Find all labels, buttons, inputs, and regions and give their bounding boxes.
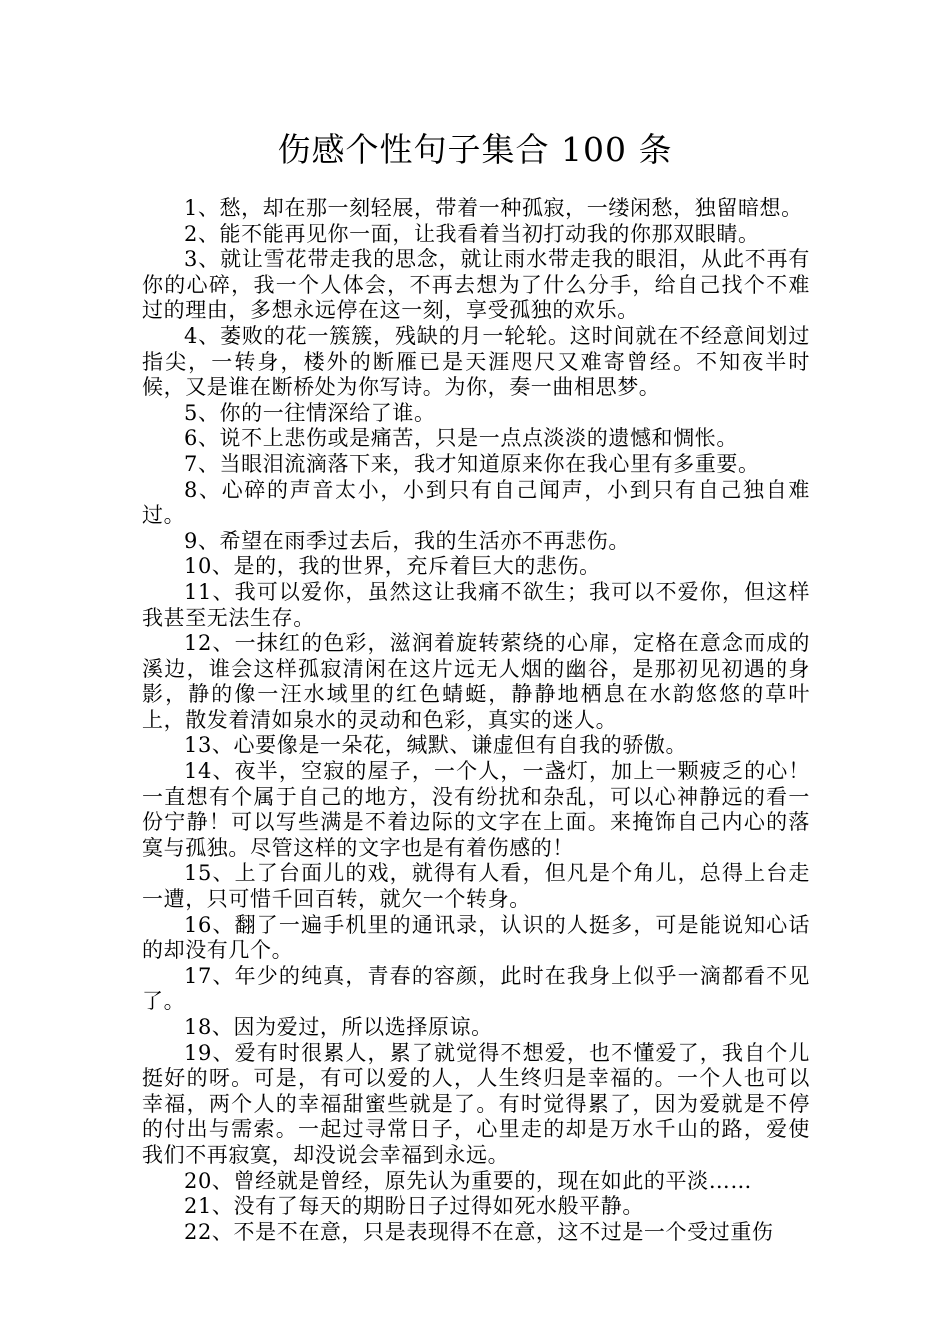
- paragraph: 19、爱有时很累人，累了就觉得不想爱，也不懂爱了，我自个儿挺好的呀。可是，有可以爱的人，人生终归是幸福的。一个人也可以幸福，两个人的幸福甜蜜些就是了。有时觉得累了，因为爱就是不停的付出与需索。一起过寻常日子，心里走的却是万水千山的路，爱使我们不再寂寞，却没说会幸福到永远。: [142, 1040, 810, 1167]
- paragraph: 16、翻了一遍手机里的通讯录，认识的人挺多，可是能说知心话的却没有几个。: [142, 912, 810, 963]
- paragraph: 8、心碎的声音太小，小到只有自己闻声，小到只有自己独自难过。: [142, 477, 810, 528]
- paragraph: 15、上了台面儿的戏，就得有人看，但凡是个角儿，总得上台走一遭，只可惜千回百转，就欠一个转身。: [142, 861, 810, 912]
- paragraph: 17、年少的纯真，青春的容颜，此时在我身上似乎一滴都看不见了。: [142, 963, 810, 1014]
- paragraph: 6、说不上悲伤或是痛苦，只是一点点淡淡的遗憾和惆怅。: [184, 426, 738, 451]
- document-body: [142, 196, 810, 1245]
- paragraph: 9、希望在雨季过去后，我的生活亦不再悲伤。: [184, 528, 630, 553]
- paragraph: 10、是的，我的世界，充斥着巨大的悲伤。: [184, 554, 601, 579]
- paragraph: 5、你的一往情深给了谁。: [184, 400, 436, 425]
- paragraph: 3、就让雪花带走我的思念，就让雨水带走我的眼泪，从此不再有你的心碎，我一个人体会，不再去想为了什么分手，给自己找个不难过的理由，多想永远停在这一刻，享受孤独的欢乐。: [142, 247, 810, 323]
- paragraph: 11、我可以爱你，虽然这让我痛不欲生；我可以不爱你，但这样我甚至无法生存。: [142, 579, 810, 630]
- page-title: 伤感个性句子集合 100 条: [277, 130, 673, 169]
- paragraph: 2、能不能再见你一面，让我看着当初打动我的你那双眼睛。: [184, 221, 760, 246]
- paragraph: 12、一抹红的色彩，滋润着旋转萦绕的心扉，定格在意念而成的溪边，谁会这样孤寂清闲在这片远无人烟的幽谷，是那初见初遇的身影，静的像一汪水域里的红色蜻蜓，静静地栖息在水韵悠悠的草叶上，散发着清如泉水的灵动和色彩，真实的迷人。: [142, 631, 810, 732]
- paragraph: 4、萎败的花一簇簇，残缺的月一轮轮。这时间就在不经意间划过指尖，一转身，楼外的断雁已是天涯咫尺又难寄曾经。不知夜半时候，又是谁在断桥处为你写诗。为你，奏一曲相思梦。: [142, 323, 810, 400]
- paragraph: 7、当眼泪流滴落下来，我才知道原来你在我心里有多重要。: [184, 451, 760, 476]
- paragraph: 21、没有了每天的期盼日子过得如死水般平静。: [184, 1194, 644, 1219]
- paragraph: 18、因为爱过，所以选择原谅。: [184, 1015, 493, 1039]
- paragraph: 14、夜半，空寂的屋子，一个人，一盏灯，加上一颗疲乏的心！一直想有个属于自己的地方，没有纷扰和杂乱，可以心神静远的看一份宁静！可以写些满是不着边际的文字在上面。来掩饰自己内心的落寞与孤独。尽管这样的文字也是有着伤感的！: [142, 759, 810, 860]
- paragraph: 1、愁，却在那一刻轻展，带着一种孤寂，一缕闲愁，独留暗想。: [184, 196, 803, 220]
- paragraph: 22、不是不在意，只是表现得不在意，这不过是一个受过重伤: [184, 1219, 774, 1244]
- paragraph: 20、曾经就是曾经，原先认为重要的，现在如此的平淡……: [184, 1168, 752, 1193]
- paragraph: 13、心要像是一朵花，缄默、谦虚但有自我的骄傲。: [184, 733, 688, 758]
